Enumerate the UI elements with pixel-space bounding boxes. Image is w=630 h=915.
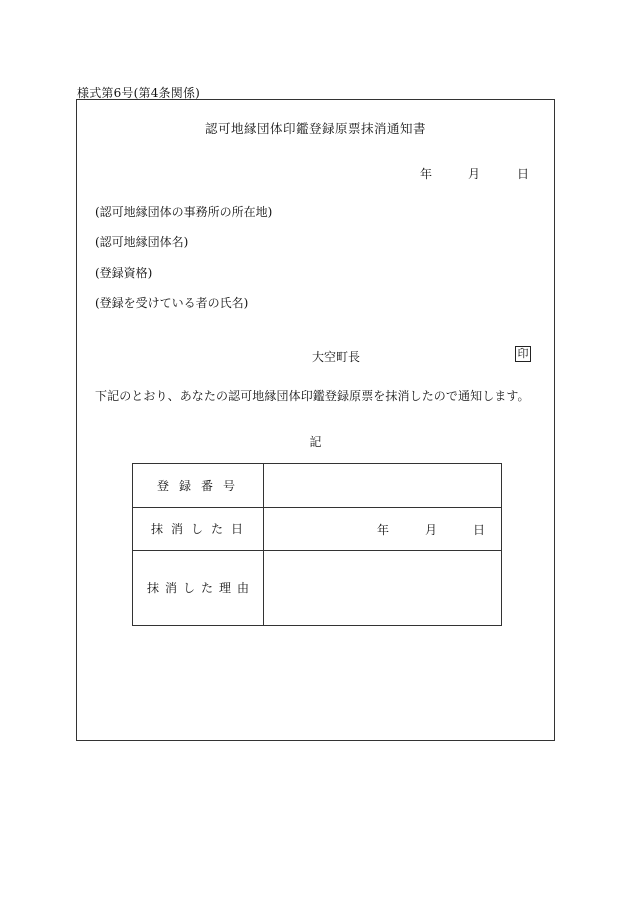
notice-body: 下記のとおり、あなたの認可地縁団体印鑑登録原票を抹消したので通知します。 bbox=[95, 389, 530, 403]
ki-heading: 記 bbox=[309, 435, 322, 449]
date-month-label: 月 bbox=[468, 167, 481, 181]
form-number: 様式第6号(第4条関係) bbox=[77, 86, 201, 100]
date-day-label: 日 bbox=[517, 167, 530, 181]
registration-number-value bbox=[264, 464, 501, 507]
date-year-label: 年 bbox=[420, 167, 433, 181]
cell-year-label: 年 bbox=[377, 523, 390, 537]
registration-number-label: 登録番号 bbox=[133, 464, 264, 507]
office-address-label: (認可地縁団体の事務所の所在地) bbox=[95, 205, 273, 219]
cancellation-date-label: 抹消した日 bbox=[133, 507, 264, 550]
cancellation-reason-label: 抹消した理由 bbox=[133, 550, 264, 625]
table-row bbox=[133, 550, 501, 625]
registrant-name-label: (登録を受けている者の氏名) bbox=[95, 296, 249, 310]
cancellation-reason-value bbox=[264, 550, 501, 625]
cancellation-date-value bbox=[264, 507, 501, 550]
group-name-label: (認可地縁団体名) bbox=[95, 235, 189, 249]
table-row bbox=[133, 464, 501, 508]
notice-document bbox=[76, 99, 555, 741]
cell-day-label: 日 bbox=[473, 523, 486, 537]
seal-mark: 印 bbox=[515, 346, 531, 362]
registration-qualification-label: (登録資格) bbox=[95, 266, 153, 280]
table-row bbox=[133, 507, 501, 551]
issuer-title: 大空町長 bbox=[312, 350, 361, 364]
details-table bbox=[132, 463, 502, 626]
document-title: 認可地縁団体印鑑登録原票抹消通知書 bbox=[204, 121, 426, 136]
cell-month-label: 月 bbox=[425, 523, 438, 537]
